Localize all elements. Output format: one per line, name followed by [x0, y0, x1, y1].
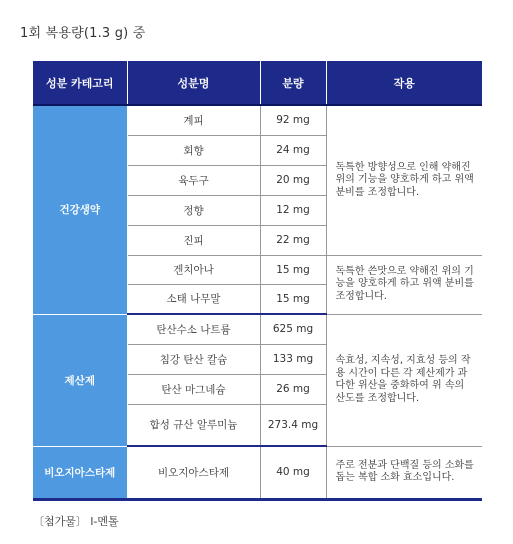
ingredient-name: 회향 — [127, 135, 260, 165]
ingredient-name: 비오지아스타제 — [127, 446, 260, 499]
effect-digestive-enzyme: 주로 전분과 단백질 등의 소화를 돕는 복합 소화 효소입니다. — [326, 446, 482, 499]
ingredient-name: 겐치아나 — [127, 255, 260, 284]
ingredient-name: 소태 나무말 — [127, 284, 260, 314]
effect-antacid: 속효성, 지속성, 지효성 등의 작용 시간이 다른 각 제산제가 과다한 위산을 중화하여 위 속의 산도를 조정합니다. — [326, 314, 482, 446]
ingredient-amount: 15 mg — [260, 284, 326, 314]
table-header-row — [33, 61, 482, 105]
table-row — [33, 446, 482, 499]
header-category: 성분 카테고리 — [33, 61, 127, 105]
ingredient-name: 정향 — [127, 195, 260, 225]
ingredient-amount: 26 mg — [260, 374, 326, 404]
ingredient-amount: 92 mg — [260, 105, 326, 135]
ingredient-amount: 625 mg — [260, 314, 326, 344]
effect-bitter: 독특한 쓴맛으로 약해진 위의 기능을 양호하게 하고 위액 분비를 조정합니다. — [326, 255, 482, 314]
category-biodiastase: 비오지아스타제 — [33, 446, 127, 499]
ingredient-name: 합성 규산 알루미늄 — [127, 404, 260, 446]
additives-note: 〔첨가물〕 l-멘톨 — [33, 515, 119, 528]
dosage-caption: 1회 복용량(1.3 g) 중 — [20, 26, 146, 41]
ingredient-name: 탄산 마그네슘 — [127, 374, 260, 404]
ingredient-name: 육두구 — [127, 165, 260, 195]
effect-aromatic: 독특한 방향성으로 인해 약해진 위의 기능을 양호하게 하고 위액 분비를 조정합니다. — [326, 105, 482, 255]
table-row — [33, 105, 482, 135]
ingredient-amount: 273.4 mg — [260, 404, 326, 446]
ingredients-table — [33, 61, 482, 501]
ingredient-name: 진피 — [127, 225, 260, 255]
ingredient-amount: 12 mg — [260, 195, 326, 225]
ingredient-amount: 24 mg — [260, 135, 326, 165]
ingredient-amount: 40 mg — [260, 446, 326, 499]
ingredient-name: 계피 — [127, 105, 260, 135]
category-antacid: 제산제 — [33, 314, 127, 446]
ingredient-name: 침강 탄산 칼슘 — [127, 344, 260, 374]
ingredient-amount: 22 mg — [260, 225, 326, 255]
header-name: 성분명 — [127, 61, 260, 105]
category-health-herbs: 건강생약 — [33, 105, 127, 314]
header-amount: 분량 — [260, 61, 326, 105]
header-effect: 작용 — [326, 61, 482, 105]
ingredient-amount: 133 mg — [260, 344, 326, 374]
ingredient-amount: 20 mg — [260, 165, 326, 195]
table-row — [33, 314, 482, 344]
ingredient-name: 탄산수소 나트륨 — [127, 314, 260, 344]
ingredient-amount: 15 mg — [260, 255, 326, 284]
